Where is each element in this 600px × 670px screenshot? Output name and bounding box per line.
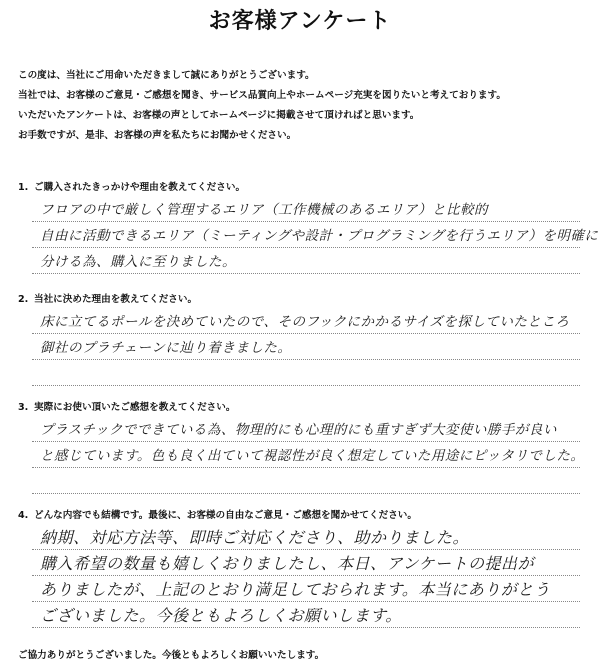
answer-line [32,524,580,550]
intro-line: この度は、当社にご用命いただきまして誠にありがとうございます。 [18,70,315,81]
intro-line: 当社では、お客様のご意見・ご感想を聞き、サービス品質向上やホームページ充実を図りたいと考えております。 [18,90,506,101]
answer-line [32,360,580,386]
answer-area[interactable] [32,308,580,386]
intro-line: お手数ですが、是非、お客様の声を私たちにお聞かせください。 [18,130,297,141]
question-number: 4. [18,510,29,521]
question-text: 実際にお使い頂いたご感想を教えてください。 [34,402,236,413]
question-text: どんな内容でも結構です。最後に、お客様の自由なご意見・ご感想を聞かせてください。 [34,510,417,521]
answer-line [32,334,580,360]
answer-line [32,550,580,576]
answer-line [32,602,580,628]
handwritten-answer: 分ける為、購入に至りました。 [40,254,236,270]
question-2 [18,292,582,386]
handwritten-answer: 床に立てるポールを決めていたので、そのフックにかかるサイズを探していたところ [40,314,570,330]
question-text: 当社に決めた理由を教えてください。 [34,294,198,305]
answer-line [32,468,580,494]
question-number: 2. [18,294,29,305]
answer-line [32,248,580,274]
question-number: 1. [18,182,29,193]
question-4 [18,508,582,628]
answer-line [32,222,599,248]
question-1 [18,180,599,274]
question-label [18,180,582,196]
handwritten-answer: 自由に活動できるエリア（ミーティングや設計・プログラミングを行うエリア）を明確に [40,228,599,244]
page-title: お客様アンケート [208,9,392,34]
answer-line [32,576,580,602]
answer-line [32,442,585,468]
intro-text [18,66,588,146]
question-label [18,400,582,416]
answer-line [32,416,580,442]
handwritten-answer: フロアの中で厳しく管理するエリア（工作機械のあるエリア）と比較的 [40,202,488,218]
intro-line: いただいたアンケートは、お客様の声としてホームページに掲載させて頂ければと思います。 [18,110,420,121]
handwritten-answer: ございました。今後ともよろしくお願いします。 [40,606,402,625]
answer-line [32,196,580,222]
answer-area[interactable] [32,524,580,628]
handwritten-answer: と感じています。色も良く出ていて視認性が良く想定していた用途にピッタリでした。 [40,448,585,464]
answer-area[interactable] [32,416,585,494]
handwritten-answer: 納期、対応方法等、即時ご対応くださり、助かりました。 [40,528,470,547]
answer-area[interactable] [32,196,599,274]
handwritten-answer: 購入希望の数量も嬉しくおりましたし、本日、アンケートの提出が [40,554,535,573]
question-3 [18,400,585,494]
question-number: 3. [18,402,29,413]
question-label [18,508,582,524]
handwritten-answer: ありましたが、上記のとおり満足しておられます。本当にありがとう [40,580,551,599]
question-text: ご購入されたきっかけや理由を教えてください。 [34,182,246,193]
answer-line [32,308,580,334]
question-label [18,292,582,308]
handwritten-answer: 御社のプラチェーンに辿り着きました。 [40,340,292,356]
handwritten-answer: プラスチックでできている為、物理的にも心理的にも重すぎず大変使い勝手が良い [40,422,557,438]
footer-thanks: ご協力ありがとうございました。今後ともよろしくお願いいたします。 [18,650,325,661]
